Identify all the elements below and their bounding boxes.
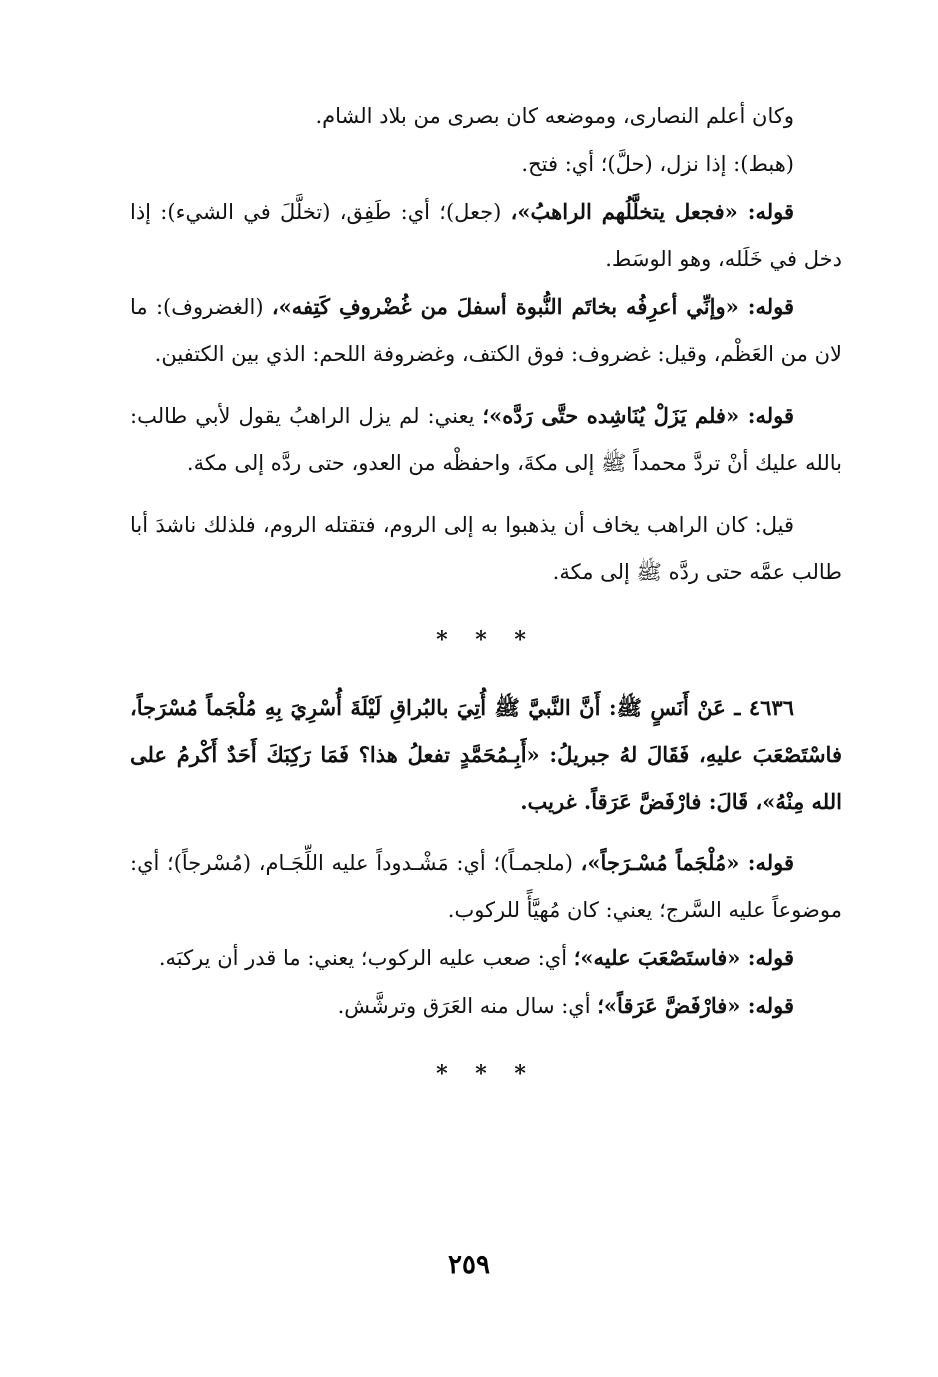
paragraph-text: قيل: كان الراهب يخاف أن يذهبوا به إلى الروم، فتقتله الروم، فلذلك ناشدَ أبا طالب عمَّه حتى ردَّه ﷺ إلى مكة.: [130, 513, 842, 584]
paragraph: [130, 188, 842, 283]
paragraph-text: وكان أعلم النصارى، وموضعه كان بصرى من بلاد الشام.: [315, 104, 794, 128]
paragraph: [130, 392, 842, 487]
section-separator: * * *: [436, 627, 536, 653]
paragraph-text: (جعل)؛ أي: طَفِق، (تخلَّلَ في الشيء): إذا دخل في خَلَله، وهو الوسَط.: [130, 200, 842, 271]
page-number: ٢٥٩: [448, 1250, 490, 1280]
paragraph-text: (هبط): إذا نزل، (حلَّ)؛ أي: فتح.: [521, 152, 794, 176]
quote-lead: قوله: «فلم يَزَلْ يُنَاشِده حتَّى رَدَّه»؛: [482, 403, 795, 428]
section-separator: * * *: [436, 1061, 536, 1087]
paragraph-text: يعني: لم يزل الراهبُ يقول لأبي طالب: بالله عليك أنْ تردَّ محمداً ﷺ إلى مكةَ، واحفظْه من العدو، حتى ردَّه إلى مكة.: [130, 404, 842, 475]
paragraph: [130, 140, 842, 188]
commentary-paragraph: [130, 839, 842, 934]
paragraph-text: أي: سال منه العَرَق وترشَّش.: [337, 994, 598, 1018]
quote-lead: قوله: «فاستَصْعَبَ عليه»؛: [573, 945, 794, 970]
paragraph-text: أي: صعب عليه الركوب؛ يعني: ما قدر أن يركبَه.: [158, 946, 574, 970]
paragraph-text: (الغضروف): ما لان من العَظْم، وقيل: غضروف: فوق الكتف، وغضروفة اللحم: الذي بين الكتفين.: [130, 295, 842, 366]
quote-lead: قوله: «فارْفَضَّ عَرَقاً»؛: [597, 993, 794, 1018]
paragraph: [130, 283, 842, 378]
quote-lead: قوله: «فجعل يتخلَّلُهم الراهبُ»،: [510, 199, 794, 224]
page-body: [130, 92, 842, 1114]
commentary-paragraph: [130, 982, 842, 1030]
hadith-text: ٤٦٣٦ ـ عَنْ أَنَسٍ ﷺ: أَنَّ النَّبيَّ ﷺ أُتِيَ بالبُراقِ لَيْلَةَ أُسْرِيَ بِهِ مُلْجَماً مُسْرَجاً، فاسْتَصْعَبَ عليهِ، فَقَالَ لهُ جبريلُ: «أَبِـمُحَمَّدٍ تفعلُ هذا؟ فَمَا رَكِبَكَ أَحَدٌ أَكْرمُ على الله مِنْهُ»، قَالَ: فارْفَضَّ عَرَقاً. غريب.: [130, 695, 842, 814]
commentary-paragraph: [130, 934, 842, 982]
paragraph-text: (ملجمـاً)؛ أي: مَشْـدوداً عليه اللِّجَـام، (مُسْرجاً)؛ أي: موضوعاً عليه السَّرج؛ يعني: كان مُهيَّأً للركوب.: [130, 851, 842, 922]
quote-lead: قوله: «مُلْجَماً مُسْـرَجاً»،: [580, 850, 795, 875]
quote-lead: قوله: «وإنِّي أعرِفُه بخاتَم النُّبوة أسفلَ من غُضْروفِ كَتِفه»،: [271, 294, 794, 319]
paragraph: [130, 501, 842, 596]
paragraph: [130, 92, 842, 140]
